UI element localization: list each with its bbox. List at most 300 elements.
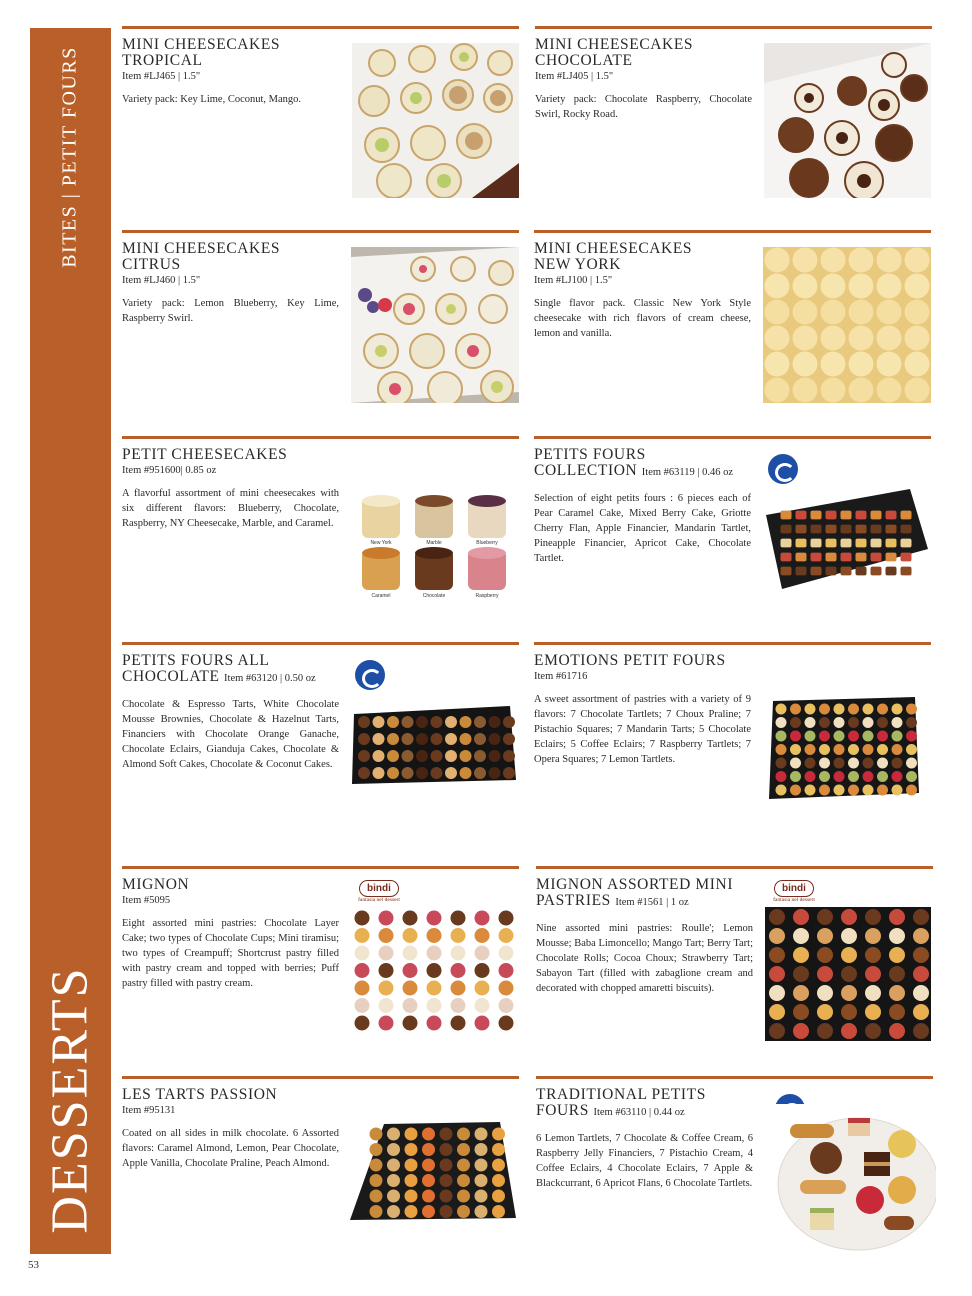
pastry-shape xyxy=(440,1159,453,1172)
pastry-shape xyxy=(817,909,833,925)
pastry-shape xyxy=(373,716,385,728)
pastry-shape xyxy=(457,1159,470,1172)
pastry-shape xyxy=(460,716,472,728)
product-description: Eight assorted mini pastries: Chocolate Layer Cake; two types of Chocolate Cups; Mini tiramisu; two types of Creampuff; Shortcrust pastry filled with pastry cream and topped with berries; Puff pastry filled with pastry cream. xyxy=(122,918,339,989)
pastry-shape xyxy=(913,985,929,1001)
pastry-shape xyxy=(387,1159,400,1172)
pastry-shape xyxy=(805,771,816,782)
pastry-shape xyxy=(905,378,930,403)
pastry-shape xyxy=(871,511,882,520)
pastry-shape xyxy=(841,511,852,520)
pastry-shape xyxy=(474,733,486,745)
pastry-shape xyxy=(877,731,888,742)
pastry-shape xyxy=(460,767,472,779)
pastry-shape xyxy=(865,928,881,944)
pastry-shape xyxy=(821,248,846,273)
pastry-shape xyxy=(901,525,912,534)
pastry-shape xyxy=(460,750,472,762)
pastry-shape xyxy=(834,717,845,728)
pastry-shape xyxy=(849,274,874,299)
pastry-shape xyxy=(499,911,514,926)
pastry-shape xyxy=(819,744,830,755)
pastry-shape xyxy=(503,733,515,745)
pastry-shape xyxy=(841,525,852,534)
pastry-shape xyxy=(370,1128,383,1141)
pastry-shape xyxy=(776,758,787,769)
pastry-shape xyxy=(841,1023,857,1039)
product-text xyxy=(122,447,339,531)
product-description: 6 Lemon Tartlets, 7 Chocolate & Coffee Cream, 6 Raspberry Jelly Financiers, 7 Pistachio Cream, 4 Coffee Eclairs, 4 Chocolate Eclairs, 7 Apple & Blackcurrant, 6 Apricot Flans, 6 Chocolate Tartlets. xyxy=(536,1133,753,1189)
pastry-shape xyxy=(373,733,385,745)
pastry-shape xyxy=(793,928,809,944)
pastry-shape xyxy=(503,750,515,762)
pastry-shape xyxy=(370,1143,383,1156)
pastry-shape xyxy=(905,352,930,377)
pastry-shape xyxy=(403,963,418,978)
pastry-shape xyxy=(913,1023,929,1039)
pastry-shape xyxy=(503,716,515,728)
pastry-shape xyxy=(790,704,801,715)
pastry-shape xyxy=(776,744,787,755)
pastry-shape xyxy=(781,511,792,520)
pastry-shape xyxy=(427,928,442,943)
pastry-shape xyxy=(358,750,370,762)
product-text xyxy=(534,447,751,566)
pastry-shape xyxy=(379,946,394,961)
pastry-shape xyxy=(819,717,830,728)
pastry-shape xyxy=(817,966,833,982)
product-description: A sweet assortment of pastries with a variety of 9 flavors: 7 Chocolate Tartlets; 7 Choux Praline; 7 Pistachio Squares; 7 Mandarin Tarts; 5 Chocolate Eclairs; 5 Coffee Eclairs; 7 Raspberry Tartlets; 7 Opera Squares; 7 Lemon Tartlets. xyxy=(534,694,751,765)
pastry-shape xyxy=(422,1143,435,1156)
pastry-shape xyxy=(821,326,846,351)
pastry-shape xyxy=(790,717,801,728)
pastry-shape xyxy=(793,1004,809,1020)
pastry-shape xyxy=(793,352,818,377)
pastry-shape xyxy=(765,378,790,403)
pastry-shape xyxy=(848,744,859,755)
pastry-shape xyxy=(457,1128,470,1141)
product-title: MINI CHEESECAKES TROPICAL xyxy=(122,36,281,69)
pastry-shape xyxy=(834,771,845,782)
product-item-number: Item #95131 xyxy=(122,1105,176,1116)
pastry-shape xyxy=(901,567,912,576)
pastry-shape xyxy=(877,378,902,403)
pastry-shape xyxy=(781,553,792,562)
pastry-shape xyxy=(373,767,385,779)
pastry-shape xyxy=(821,378,846,403)
pastry-shape xyxy=(811,553,822,562)
pastry-shape xyxy=(865,909,881,925)
pastry-shape xyxy=(492,1174,505,1187)
pastry-shape xyxy=(817,947,833,963)
pastry-shape xyxy=(913,909,929,925)
pastry-shape xyxy=(865,1004,881,1020)
flavor-label: Marble xyxy=(426,540,442,546)
pastry-shape xyxy=(821,352,846,377)
pastry-shape xyxy=(877,300,902,325)
pastry-shape xyxy=(379,1016,394,1031)
pastry-shape xyxy=(427,981,442,996)
pastry-shape xyxy=(440,1128,453,1141)
pastry-shape xyxy=(781,539,792,548)
pastry-shape xyxy=(776,785,787,796)
pastry-shape xyxy=(445,750,457,762)
product-item-number: Item #LJ405 | 1.5" xyxy=(535,71,614,82)
pastry-shape xyxy=(805,717,816,728)
pastry-shape xyxy=(819,758,830,769)
product-photo-mini-cheesecakes-citrus xyxy=(351,247,519,403)
page-number: 53 xyxy=(28,1259,39,1271)
pastry-shape xyxy=(834,785,845,796)
pastry-shape xyxy=(765,326,790,351)
pastry-shape xyxy=(440,1174,453,1187)
pastry-shape xyxy=(819,731,830,742)
product-title: MINI CHEESECAKES CITRUS xyxy=(122,240,281,273)
pastry-shape xyxy=(431,767,443,779)
product-photo-les-tarts-passion xyxy=(350,1120,518,1224)
product-photo-mignon-assorted-mini-pastries xyxy=(765,907,931,1041)
pastry-shape xyxy=(889,985,905,1001)
pastry-shape xyxy=(877,758,888,769)
pastry-shape xyxy=(889,1023,905,1039)
pastry-shape xyxy=(370,1190,383,1203)
pastry-shape xyxy=(790,758,801,769)
pastry-shape xyxy=(817,928,833,944)
pastry-shape xyxy=(817,1023,833,1039)
pastry-shape xyxy=(355,946,370,961)
pastry-shape xyxy=(475,911,490,926)
pastry-shape xyxy=(848,704,859,715)
pastry-shape xyxy=(865,985,881,1001)
pastry-shape xyxy=(905,248,930,273)
product-item-number: Item #LJ460 | 1.5" xyxy=(122,275,201,286)
pastry-shape xyxy=(821,274,846,299)
category-label: DESSERTS xyxy=(41,966,99,1234)
pastry-shape xyxy=(805,758,816,769)
pastry-shape xyxy=(865,947,881,963)
pastry-shape xyxy=(355,911,370,926)
product-text xyxy=(536,877,753,996)
pastry-shape xyxy=(906,731,917,742)
pastry-shape xyxy=(877,744,888,755)
pastry-shape xyxy=(826,553,837,562)
pastry-shape xyxy=(781,567,792,576)
pastry-shape xyxy=(402,733,414,745)
pastry-shape xyxy=(451,1016,466,1031)
pastry-shape xyxy=(492,1159,505,1172)
pastry-shape xyxy=(892,785,903,796)
pastry-shape xyxy=(796,525,807,534)
pastry-shape xyxy=(863,717,874,728)
pastry-shape xyxy=(886,567,897,576)
pastry-shape xyxy=(489,767,501,779)
pastry-shape xyxy=(503,767,515,779)
pastry-shape xyxy=(422,1205,435,1218)
pastry-shape xyxy=(877,704,888,715)
pastry-shape xyxy=(416,716,428,728)
pastry-shape xyxy=(422,1159,435,1172)
pastry-shape xyxy=(913,928,929,944)
pastry-shape xyxy=(427,998,442,1013)
pastry-shape xyxy=(811,567,822,576)
pastry-shape xyxy=(793,326,818,351)
pastry-shape xyxy=(457,1205,470,1218)
pastry-shape xyxy=(405,1128,418,1141)
flavor-label: Blueberry xyxy=(476,540,498,546)
pastry-shape xyxy=(457,1190,470,1203)
pastry-shape xyxy=(901,539,912,548)
product-title: LES TARTS PASSION xyxy=(122,1086,278,1103)
pastry-shape xyxy=(892,731,903,742)
product-title: PETIT CHEESECAKES xyxy=(122,446,288,463)
pastry-shape xyxy=(863,704,874,715)
pastry-shape xyxy=(499,963,514,978)
pastry-shape xyxy=(892,704,903,715)
pastry-shape xyxy=(475,1128,488,1141)
pastry-shape xyxy=(403,928,418,943)
pastry-shape xyxy=(402,716,414,728)
pastry-shape xyxy=(475,928,490,943)
pastry-shape xyxy=(405,1205,418,1218)
pastry-shape xyxy=(403,981,418,996)
product-photo-petits-fours-collection xyxy=(760,485,932,593)
pastry-shape xyxy=(431,716,443,728)
pastry-shape xyxy=(841,985,857,1001)
pastry-shape xyxy=(765,300,790,325)
pastry-shape xyxy=(370,1174,383,1187)
pastry-shape xyxy=(886,511,897,520)
white-toque-logo-icon xyxy=(768,454,798,484)
pastry-shape xyxy=(475,1205,488,1218)
product-text xyxy=(534,241,751,341)
pastry-shape xyxy=(769,947,785,963)
pastry-shape xyxy=(841,909,857,925)
pastry-shape xyxy=(492,1128,505,1141)
pastry-shape xyxy=(769,928,785,944)
pastry-shape xyxy=(793,248,818,273)
pastry-shape xyxy=(460,733,472,745)
pastry-shape xyxy=(451,963,466,978)
pastry-shape xyxy=(370,1205,383,1218)
pastry-shape xyxy=(856,553,867,562)
pastry-shape xyxy=(387,716,399,728)
pastry-shape xyxy=(457,1143,470,1156)
pastry-shape xyxy=(889,1004,905,1020)
pastry-shape xyxy=(416,767,428,779)
pastry-shape xyxy=(841,1004,857,1020)
pastry-shape xyxy=(403,946,418,961)
pastry-shape xyxy=(905,300,930,325)
product-text xyxy=(122,241,339,326)
product-text xyxy=(535,37,752,122)
product-photo-petit-cheesecakes xyxy=(354,490,514,602)
pastry-shape xyxy=(849,326,874,351)
pastry-shape xyxy=(901,553,912,562)
pastry-shape xyxy=(848,771,859,782)
pastry-shape xyxy=(819,771,830,782)
pastry-shape xyxy=(475,981,490,996)
pastry-shape xyxy=(790,771,801,782)
pastry-shape xyxy=(877,717,888,728)
pastry-shape xyxy=(906,704,917,715)
pastry-shape xyxy=(475,946,490,961)
bindi-logo-icon: bindi fantasia nel dessert xyxy=(764,880,824,904)
pastry-shape xyxy=(387,767,399,779)
pastry-shape xyxy=(492,1190,505,1203)
pastry-shape xyxy=(781,525,792,534)
pastry-shape xyxy=(849,300,874,325)
pastry-shape xyxy=(877,352,902,377)
product-text xyxy=(122,1087,339,1171)
pastry-shape xyxy=(499,946,514,961)
pastry-shape xyxy=(776,731,787,742)
pastry-shape xyxy=(403,998,418,1013)
pastry-shape xyxy=(451,911,466,926)
product-description: Single flavor pack. Classic New York Style cheesecake with rich flavors of cream cheese, lemon and vanilla. xyxy=(534,298,751,339)
pastry-shape xyxy=(403,1016,418,1031)
pastry-shape xyxy=(905,274,930,299)
pastry-shape xyxy=(793,300,818,325)
product-description: Variety pack: Lemon Blueberry, Key Lime, Raspberry Swirl. xyxy=(122,298,339,324)
pastry-shape xyxy=(793,274,818,299)
pastry-shape xyxy=(431,733,443,745)
pastry-shape xyxy=(475,1190,488,1203)
product-photo-mini-cheesecakes-new-york xyxy=(763,247,931,403)
pastry-shape xyxy=(402,767,414,779)
pastry-shape xyxy=(387,1205,400,1218)
pastry-shape xyxy=(475,1159,488,1172)
pastry-shape xyxy=(793,966,809,982)
pastry-shape xyxy=(387,1128,400,1141)
white-toque-logo-icon xyxy=(355,660,385,690)
product-description: Chocolate & Espresso Tarts, White Chocolate Mousse Brownies, Chocolate & Hazelnut Tarts, Financiers with Chocolate Orange Ganache, Chocolate Eclairs, Gianduja Cakes, Chocolate & Almond Soft Cakes, Chocolate & Coconut Cakes. xyxy=(122,699,339,770)
flavor-label: Raspberry xyxy=(475,593,499,599)
pastry-shape xyxy=(877,274,902,299)
pastry-shape xyxy=(841,928,857,944)
pastry-shape xyxy=(427,963,442,978)
pastry-shape xyxy=(440,1205,453,1218)
pastry-shape xyxy=(769,1023,785,1039)
pastry-shape xyxy=(877,248,902,273)
pastry-shape xyxy=(379,963,394,978)
pastry-shape xyxy=(427,911,442,926)
pastry-shape xyxy=(475,998,490,1013)
product-text xyxy=(122,653,339,772)
pastry-shape xyxy=(403,911,418,926)
pastry-shape xyxy=(457,1174,470,1187)
product-title: TRADITIONAL PETITS FOURS Item #63110 | 0.44 oz xyxy=(536,1086,706,1119)
product-photo-petits-fours-all-chocolate xyxy=(350,700,518,788)
pastry-shape xyxy=(489,733,501,745)
pastry-shape xyxy=(355,928,370,943)
pastry-shape xyxy=(849,352,874,377)
pastry-shape xyxy=(793,378,818,403)
pastry-shape xyxy=(841,966,857,982)
pastry-shape xyxy=(492,1205,505,1218)
pastry-shape xyxy=(475,1016,490,1031)
pastry-shape xyxy=(889,909,905,925)
pastry-shape xyxy=(877,785,888,796)
product-description: Nine assorted mini pastries: Roulle'; Lemon Mousse; Baba Limoncello; Mango Tart; Berry Tart; Chocolate Rolls; Cocoa Choux; Strawberry Tart; Sabayon Tart (filled with zabaglione cream and decorated with chopped amaretti biscuits). xyxy=(536,923,753,994)
pastry-shape xyxy=(379,981,394,996)
pastry-shape xyxy=(817,1004,833,1020)
pastry-shape xyxy=(892,717,903,728)
pastry-shape xyxy=(826,525,837,534)
pastry-shape xyxy=(416,733,428,745)
pastry-shape xyxy=(499,1016,514,1031)
pastry-shape xyxy=(892,758,903,769)
pastry-shape xyxy=(422,1174,435,1187)
pastry-shape xyxy=(889,947,905,963)
product-description: Variety pack: Key Lime, Coconut, Mango. xyxy=(122,94,302,105)
pastry-shape xyxy=(474,750,486,762)
pastry-shape xyxy=(889,966,905,982)
pastry-shape xyxy=(886,553,897,562)
product-photo-mini-cheesecakes-tropical xyxy=(352,43,519,198)
pastry-shape xyxy=(431,750,443,762)
pastry-shape xyxy=(796,511,807,520)
product-photo-mini-cheesecakes-chocolate xyxy=(764,43,931,198)
pastry-shape xyxy=(856,525,867,534)
pastry-shape xyxy=(865,1023,881,1039)
pastry-shape xyxy=(871,553,882,562)
pastry-shape xyxy=(886,525,897,534)
product-item-number: Item #5095 xyxy=(122,895,171,906)
pastry-shape xyxy=(906,758,917,769)
pastry-shape xyxy=(849,248,874,273)
pastry-shape xyxy=(387,750,399,762)
pastry-shape xyxy=(856,511,867,520)
pastry-shape xyxy=(355,981,370,996)
pastry-shape xyxy=(379,911,394,926)
pastry-shape xyxy=(913,1004,929,1020)
flavor-label: Chocolate xyxy=(422,593,446,599)
pastry-shape xyxy=(805,731,816,742)
pastry-shape xyxy=(355,998,370,1013)
pastry-shape xyxy=(871,525,882,534)
product-description: Selection of eight petits fours : 6 pieces each of Pear Caramel Cake, Mixed Berry Cake, Griotte Cherry Flan, Apple Financier, Mandarin Tartlet, Pineapple Financier, Apricot Cake, Chocolate Tartlet. xyxy=(534,493,751,564)
product-title: EMOTIONS PETIT FOURS xyxy=(534,652,726,669)
pastry-shape xyxy=(906,771,917,782)
pastry-shape xyxy=(913,966,929,982)
pastry-shape xyxy=(863,785,874,796)
pastry-shape xyxy=(834,731,845,742)
pastry-shape xyxy=(811,539,822,548)
pastry-shape xyxy=(402,750,414,762)
pastry-shape xyxy=(834,758,845,769)
pastry-shape xyxy=(865,966,881,982)
pastry-shape xyxy=(405,1159,418,1172)
pastry-shape xyxy=(805,704,816,715)
pastry-shape xyxy=(811,525,822,534)
pastry-shape xyxy=(841,567,852,576)
pastry-shape xyxy=(905,326,930,351)
pastry-shape xyxy=(427,946,442,961)
bindi-logo-icon: bindi fantasia nel dessert xyxy=(349,880,409,904)
product-title: MINI CHEESECAKES CHOCOLATE xyxy=(535,36,694,69)
pastry-shape xyxy=(796,553,807,562)
pastry-shape xyxy=(405,1143,418,1156)
pastry-shape xyxy=(769,985,785,1001)
product-title: PETITS FOURS ALL CHOCOLATE Item #63120 | 0.50 oz xyxy=(122,652,316,685)
product-title: MINI CHEESECAKES NEW YORK xyxy=(534,240,693,273)
product-photo-emotions-petit-fours xyxy=(765,693,921,803)
product-text xyxy=(122,37,339,107)
pastry-shape xyxy=(405,1190,418,1203)
pastry-shape xyxy=(370,1159,383,1172)
pastry-shape xyxy=(796,539,807,548)
pastry-shape xyxy=(440,1190,453,1203)
